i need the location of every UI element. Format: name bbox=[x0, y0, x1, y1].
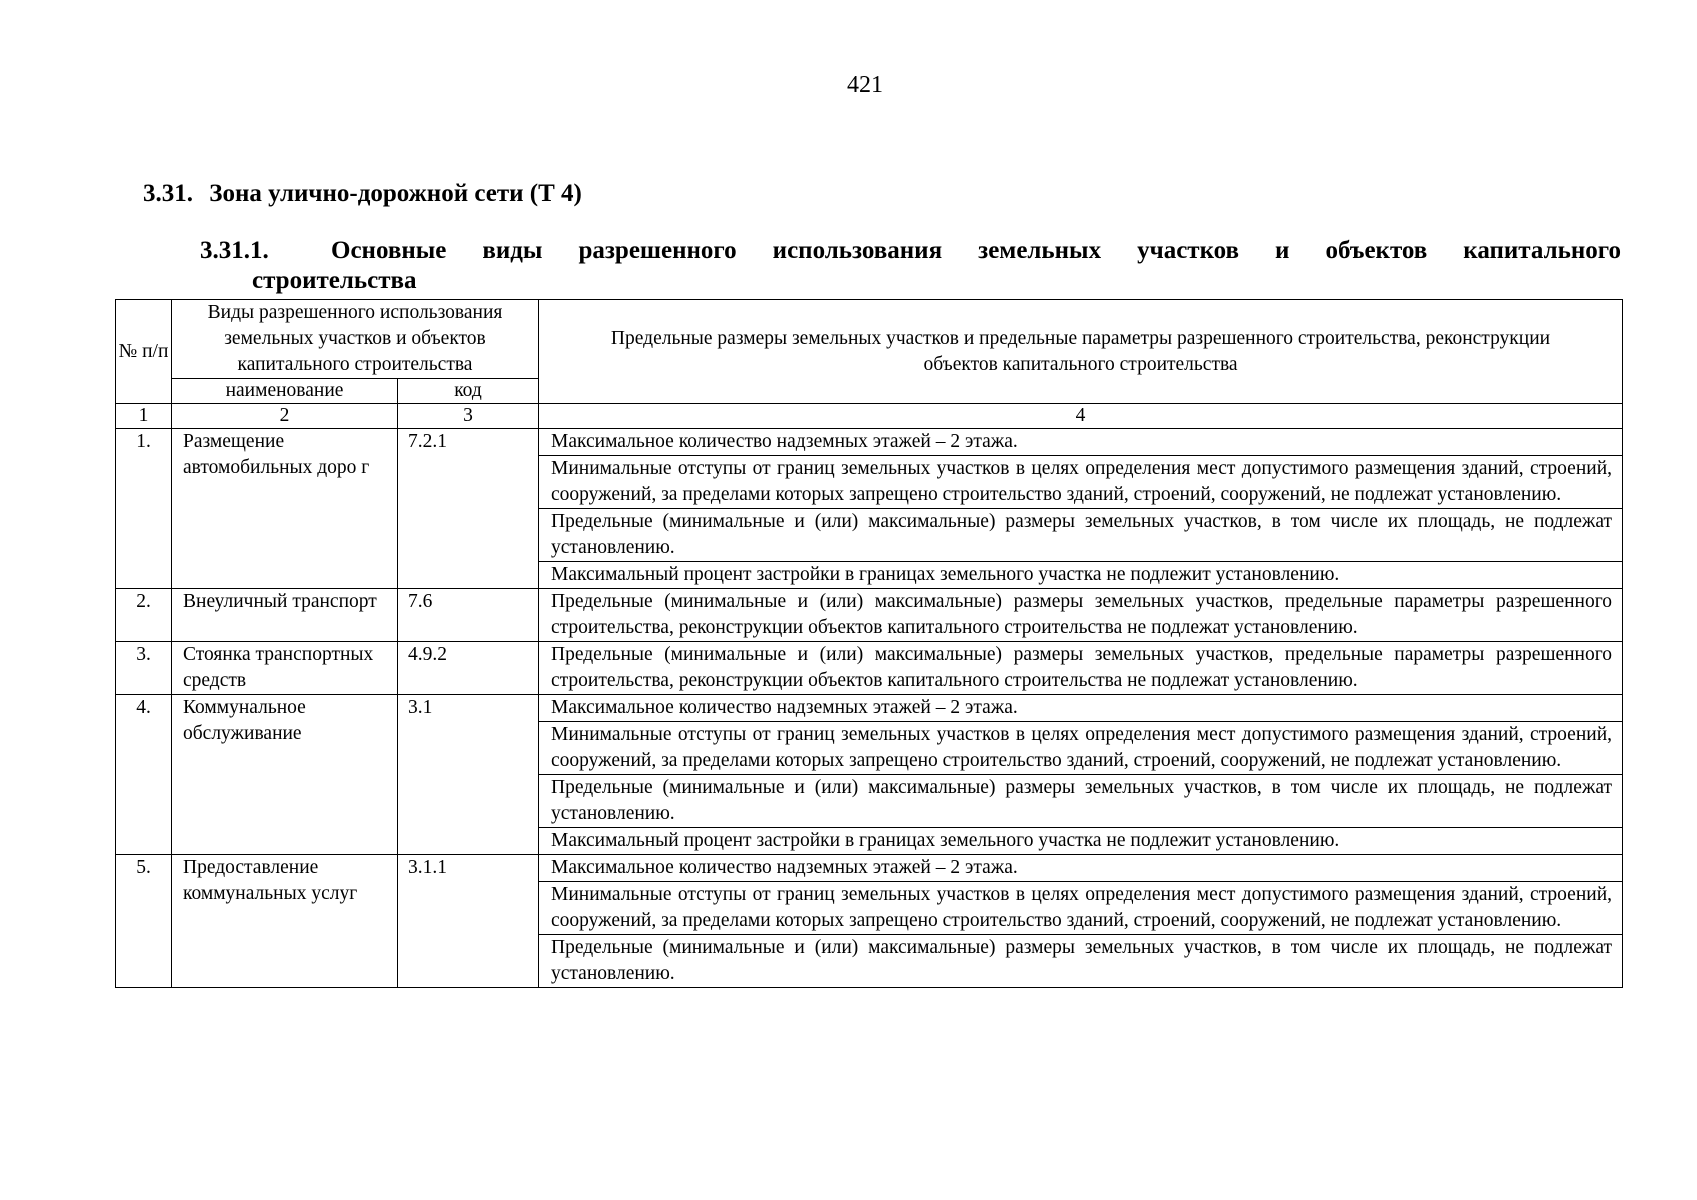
table-row bbox=[116, 695, 1623, 722]
row-number: 1. bbox=[116, 429, 172, 589]
row-param: Минимальные отступы от границ земельных участков в целях определения мест допустимого размещения зданий, строений, сооружений, за пределами которых запрещено строительство зданий, строений, сооружений, не подлежат установлению. bbox=[539, 722, 1623, 775]
row-name: Размещение автомобильных доро г bbox=[172, 429, 398, 589]
subsection-title-line2: строительства bbox=[252, 267, 417, 294]
row-code: 4.9.2 bbox=[398, 642, 539, 695]
row-number: 5. bbox=[116, 855, 172, 988]
section-number: 3.31. bbox=[143, 180, 193, 207]
index-cell: 2 bbox=[172, 404, 398, 429]
row-param: Минимальные отступы от границ земельных участков в целях определения мест допустимого размещения зданий, строений, сооружений, за пределами которых запрещено строительство зданий, строений, сооружений, не подлежат установлению. bbox=[539, 882, 1623, 935]
table-row bbox=[116, 589, 1623, 642]
row-param: Максимальный процент застройки в границах земельного участка не подлежит установлению. bbox=[539, 828, 1623, 855]
table-row bbox=[116, 429, 1623, 456]
index-cell: 1 bbox=[116, 404, 172, 429]
table-row bbox=[116, 855, 1623, 882]
subsection-number: 3.31.1. bbox=[200, 237, 269, 264]
row-code: 7.2.1 bbox=[398, 429, 539, 589]
row-name: Коммунальное обслуживание bbox=[172, 695, 398, 855]
section-title bbox=[143, 180, 582, 208]
row-param: Предельные (минимальные и (или) максимальные) размеры земельных участков, в том числе их площадь, не подлежат установлению. bbox=[539, 935, 1623, 988]
row-code: 7.6 bbox=[398, 589, 539, 642]
row-name: Внеуличный транспорт bbox=[172, 589, 398, 642]
row-param: Минимальные отступы от границ земельных участков в целях определения мест допустимого размещения зданий, строений, сооружений, за пределами которых запрещено строительство зданий, строений, сооружений, не подлежат установлению. bbox=[539, 456, 1623, 509]
row-number: 2. bbox=[116, 589, 172, 642]
row-param: Максимальное количество надземных этажей – 2 этажа. bbox=[539, 695, 1623, 722]
subsection-title bbox=[200, 236, 1621, 296]
row-param: Предельные (минимальные и (или) максимальные) размеры земельных участков, предельные параметры разрешенного строительства, реконструкции объектов капитального строительства не подлежат установлению. bbox=[539, 642, 1623, 695]
row-param: Предельные (минимальные и (или) максимальные) размеры земельных участков, в том числе их площадь, не подлежат установлению. bbox=[539, 509, 1623, 562]
index-cell: 3 bbox=[398, 404, 539, 429]
header-kinds: Виды разрешенного использования земельных участков и объектов капитального строительства bbox=[172, 300, 539, 379]
subsection-title-line1: Основные виды разрешенного использования земельных участков и объектов капитального bbox=[331, 237, 1621, 264]
row-number: 4. bbox=[116, 695, 172, 855]
row-name: Предоставление коммунальных услуг bbox=[172, 855, 398, 988]
header-num: № п/п bbox=[116, 300, 172, 404]
row-param: Предельные (минимальные и (или) максимальные) размеры земельных участков, предельные параметры разрешенного строительства, реконструкции объектов капитального строительства не подлежат установлению. bbox=[539, 589, 1623, 642]
page-number: 421 bbox=[847, 72, 883, 98]
header-row bbox=[116, 300, 1623, 379]
row-param: Максимальное количество надземных этажей – 2 этажа. bbox=[539, 429, 1623, 456]
row-param: Максимальный процент застройки в границах земельного участка не подлежит установлению. bbox=[539, 562, 1623, 589]
regulations-table bbox=[115, 299, 1623, 988]
row-param: Максимальное количество надземных этажей – 2 этажа. bbox=[539, 855, 1623, 882]
section-title-text: Зона улично-дорожной сети (Т 4) bbox=[209, 180, 582, 207]
row-name: Стоянка транспортных средств bbox=[172, 642, 398, 695]
header-limits: Предельные размеры земельных участков и предельные параметры разрешенного строительства, реконструкции объектов капитального строительства bbox=[539, 300, 1623, 404]
row-number: 3. bbox=[116, 642, 172, 695]
row-param: Предельные (минимальные и (или) максимальные) размеры земельных участков, в том числе их площадь, не подлежат установлению. bbox=[539, 775, 1623, 828]
table-row bbox=[116, 642, 1623, 695]
row-code: 3.1 bbox=[398, 695, 539, 855]
header-code: код bbox=[398, 379, 539, 404]
index-cell: 4 bbox=[539, 404, 1623, 429]
index-row bbox=[116, 404, 1623, 429]
header-name: наименование bbox=[172, 379, 398, 404]
row-code: 3.1.1 bbox=[398, 855, 539, 988]
